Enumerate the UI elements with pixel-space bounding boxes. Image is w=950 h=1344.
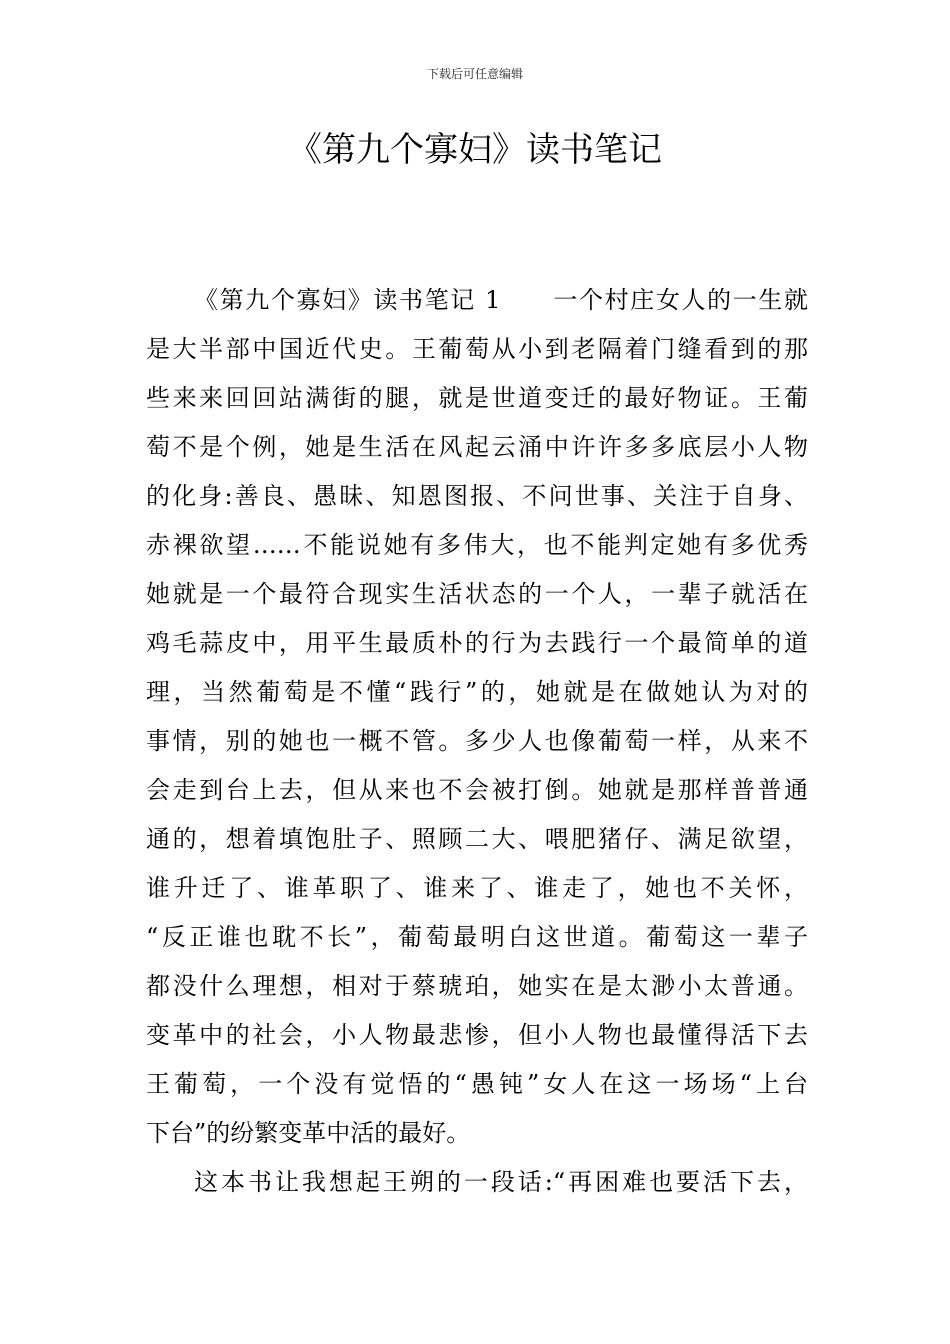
paragraph-line: 是大半部中国近代史。王葡萄从小到老隔着门缝看到的那 [146,335,808,363]
paragraph-line: “反正谁也耽不长”，葡萄最明白这世道。葡萄这一辈子 [146,923,808,951]
paragraph-line: 这本书让我想起王朔的一段话:“再困难也要活下去， [194,1168,808,1196]
paragraph-line: 鸡毛蒜皮中，用平生最质朴的行为去践行一个最简单的道 [146,629,808,657]
paragraph-line: 王葡萄，一个没有觉悟的“愚钝”女人在这一场场“上台 [146,1070,808,1098]
paragraph-line: 谁升迁了、谁革职了、谁来了、谁走了，她也不关怀， [146,874,808,902]
paragraph-line: 通的，想着填饱肚子、照顾二大、喂肥猪仔、满足欲望， [146,825,808,853]
paragraph-1 [146,276,808,1158]
paragraph-line: 会走到台上去，但从来也不会被打倒。她就是那样普普通 [146,776,808,804]
paragraph-line: 的化身:善良、愚昧、知恩图报、不问世事、关注于自身、 [146,482,808,510]
paragraph-line: 都没什么理想，相对于蔡琥珀，她实在是太渺小太普通。 [146,972,808,1000]
document-body [146,276,808,1207]
paragraph-line: 些来来回回站满街的腿，就是世道变迁的最好物证。王葡 [146,384,808,412]
header-note: 下载后可任意编辑 [426,67,523,81]
paragraph-line: 下台”的纷繁变革中活的最好。 [146,1119,471,1147]
paragraph-line: 《第九个寡妇》读书笔记 1 一个村庄女人的一生就 [194,286,808,314]
document-title: 《第九个寡妇》读书笔记 [288,130,662,170]
paragraph-line: 赤裸欲望……不能说她有多伟大，也不能判定她有多优秀 [146,531,808,559]
paragraph-line: 她就是一个最符合现实生活状态的一个人，一辈子就活在 [146,580,808,608]
paragraph-line: 变革中的社会，小人物最悲惨，但小人物也最懂得活下去 [146,1021,808,1049]
paragraph-line: 理，当然葡萄是不懂“践行”的，她就是在做她认为对的 [146,678,808,706]
paragraph-2 [146,1158,808,1207]
paragraph-line: 萄不是个例，她是生活在风起云涌中许许多多底层小人物 [146,433,808,461]
paragraph-line: 事情，别的她也一概不管。多少人也像葡萄一样，从来不 [146,727,808,755]
